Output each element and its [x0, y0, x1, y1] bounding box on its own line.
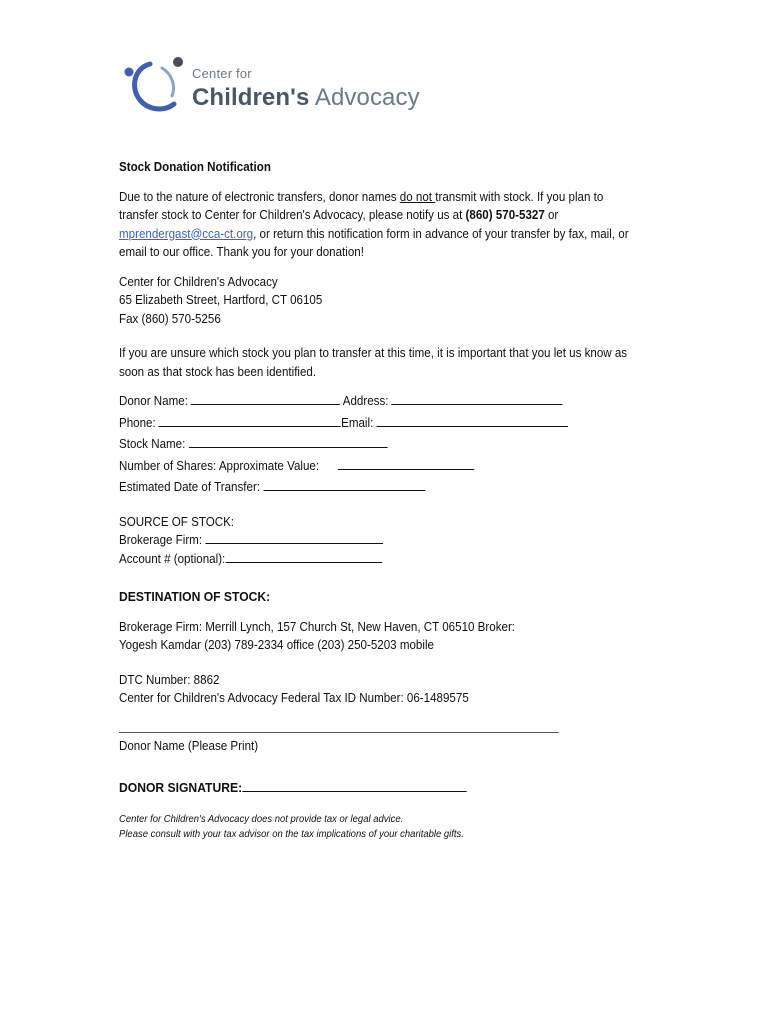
logo-text-line1: Center for — [192, 66, 252, 81]
phone-label: Phone: — [119, 415, 156, 430]
logo-text-bold: Children's — [192, 84, 310, 111]
unsure-paragraph: If you are unsure which stock you plan to transfer at this time, it is important that you let us know as soon as that stock has been identified. — [119, 346, 628, 379]
form-row-source-brokerage — [119, 531, 634, 550]
intro-underline: do not — [399, 189, 436, 204]
form-row-shares — [119, 457, 634, 476]
address-name: Center for Children's Advocacy — [119, 274, 278, 289]
destination-heading: DESTINATION OF STOCK: — [119, 589, 271, 604]
signature-row — [119, 779, 634, 798]
signature-label: DONOR SIGNATURE: — [119, 780, 243, 795]
logo-text-light: Advocacy — [314, 84, 420, 111]
form-row-account — [119, 550, 634, 569]
form-row-stock-name — [119, 435, 634, 454]
destination-line2: Yogesh Kamdar (203) 789-2334 office (203) 250-5203 mobile — [119, 638, 434, 652]
email-field[interactable] — [377, 414, 568, 427]
document-body — [119, 158, 634, 842]
shares-value-field[interactable] — [338, 457, 474, 470]
stock-name-field[interactable] — [189, 435, 388, 448]
address-street: 65 Elizabeth Street, Hartford, CT 06105 — [119, 293, 323, 307]
email-label: Email: — [341, 415, 374, 430]
form-row-phone-email — [119, 414, 634, 433]
destination-line1: Brokerage Firm: Merrill Lynch, 157 Church St, New Haven, CT 06510 Broker: — [119, 619, 516, 634]
email-link[interactable]: mprendergast@cca-ct.org — [119, 226, 254, 241]
address-fax: Fax (860) 570-5256 — [119, 311, 221, 326]
source-brokerage-field[interactable] — [205, 531, 383, 544]
document-title: Stock Donation Notification — [119, 160, 271, 174]
print-name-label: Donor Name (Please Print) — [119, 738, 259, 753]
transfer-date-field[interactable] — [263, 478, 425, 491]
footer-note-1: Center for Children's Advocacy does not provide tax or legal advice. — [119, 813, 404, 825]
donor-name-label: Donor Name: — [119, 394, 188, 408]
intro-text-d: , or return this notification form in advance of your transfer by fax, mail, or email to our office. Thank you for your donation! — [119, 226, 629, 259]
form-row-date — [119, 478, 634, 497]
shares-label: Number of Shares: Approximate Value: — [119, 458, 320, 473]
form-row-donor-address — [119, 392, 634, 411]
address-label: Address: — [342, 394, 389, 408]
signature-field[interactable] — [242, 779, 466, 792]
tax-id: Center for Children's Advocacy Federal Tax ID Number: 06-1489575 — [119, 691, 469, 705]
intro-paragraph — [119, 188, 634, 262]
intro-text-a: Due to the nature of electronic transfers, donor names — [119, 189, 400, 204]
dtc-number: DTC Number: 8862 — [119, 672, 220, 687]
account-field[interactable] — [225, 550, 381, 563]
print-name-line[interactable] — [119, 722, 559, 733]
logo-mark-icon — [120, 54, 200, 124]
source-brokerage-label: Brokerage Firm: — [119, 533, 203, 547]
address-field[interactable] — [392, 392, 563, 405]
account-label: Account # (optional): — [119, 551, 226, 566]
logo-text-line2 — [192, 84, 420, 112]
donor-name-field[interactable] — [191, 392, 340, 405]
source-heading: SOURCE OF STOCK: — [119, 514, 235, 529]
stock-name-label: Stock Name: — [119, 437, 186, 451]
phone-field[interactable] — [159, 414, 341, 427]
intro-text-c: or — [544, 208, 559, 222]
transfer-date-label: Estimated Date of Transfer: — [119, 480, 261, 494]
phone-number: (860) 570-5327 — [465, 208, 545, 222]
intro-text-b: transmit with stock. If you plan to transfer stock to Center for Children's Advocacy, please notify us at — [119, 189, 604, 222]
footer-note-2: Please consult with your tax advisor on the tax implications of your charitable gifts. — [119, 828, 464, 840]
